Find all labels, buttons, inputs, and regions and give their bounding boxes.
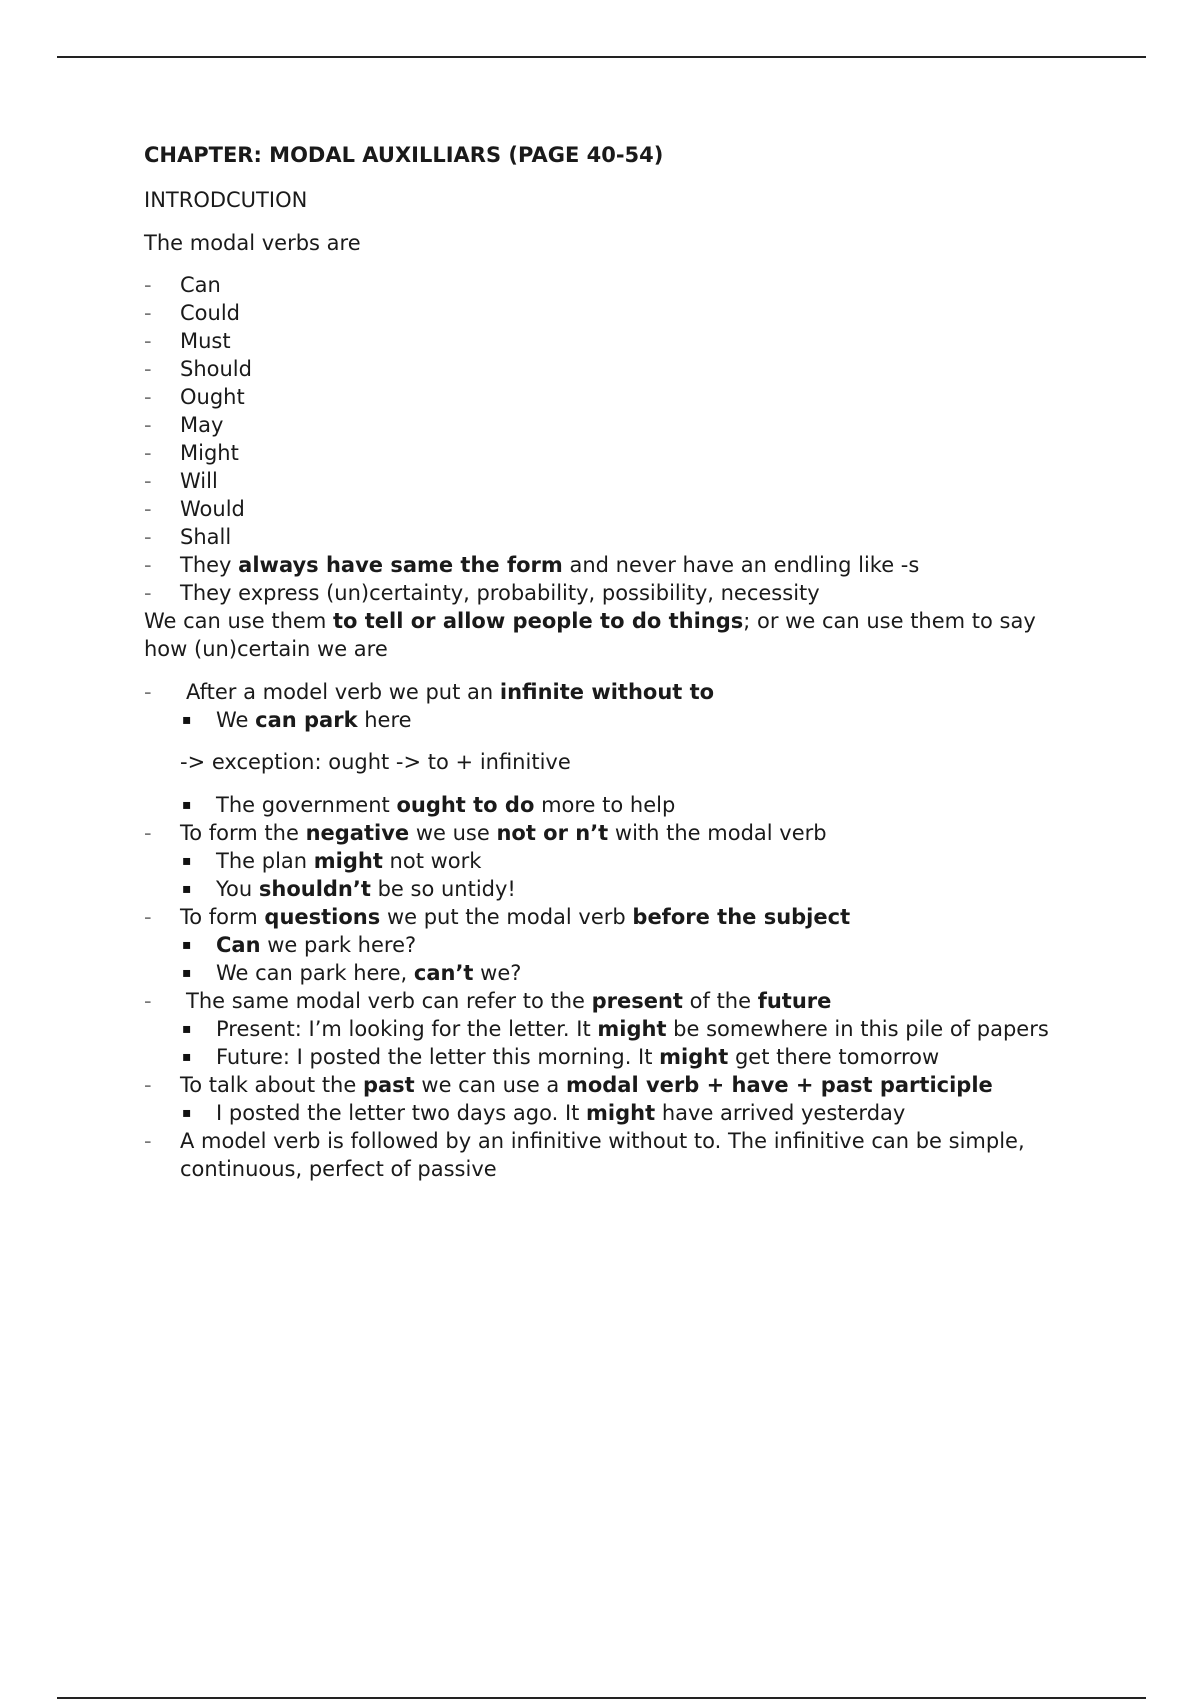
example-item (216, 1099, 1064, 1127)
bold-text: can park (255, 708, 358, 732)
feature-express: - They express (un)certainty, probability, possibility, necessity (144, 579, 1064, 607)
list-item: - Could (144, 299, 1064, 327)
chapter-title: CHAPTER: MODAL AUXILLIARS (PAGE 40-54) (144, 143, 664, 167)
bold-text: negative (305, 821, 410, 845)
bold-text: modal verb + have + past participle (565, 1073, 993, 1097)
text: and never have an endling like -s (562, 553, 920, 577)
modal-verb-list (144, 271, 1064, 551)
text: We can use them (144, 609, 333, 633)
bold-text: future (757, 989, 832, 1013)
text: with the modal verb (608, 821, 827, 845)
list-item: - Ought (144, 383, 1064, 411)
bold-text: ought to do (396, 793, 535, 817)
bold-text: might (659, 1045, 729, 1069)
bold-text: before the subject (632, 905, 851, 929)
bold-text: shouldn’t (258, 877, 371, 901)
text: To form the (180, 821, 306, 845)
header-rule (57, 56, 1146, 58)
list-item: - Will (144, 467, 1064, 495)
rule-heading (144, 819, 1064, 903)
lead-text: The modal verbs are (144, 231, 361, 255)
list-item: - May (144, 411, 1064, 439)
bold-text: past (362, 1073, 415, 1097)
bold-text: Can (216, 933, 261, 957)
text: we park here? (260, 933, 417, 957)
bold-text: always have same the form (238, 553, 563, 577)
text: The same modal verb can refer to the (186, 989, 592, 1013)
list-item: - Should (144, 355, 1064, 383)
features-list (144, 551, 1064, 607)
example-list (180, 1099, 1064, 1127)
bold-text: might (597, 1017, 667, 1041)
rule-heading (144, 903, 1064, 987)
list-item: - Must (144, 327, 1064, 355)
text: I posted the letter two days ago. It (216, 1101, 587, 1125)
example-list (180, 847, 1064, 903)
bold-text: questions (264, 905, 381, 929)
text: have arrived yesterday (655, 1101, 906, 1125)
example-item (216, 875, 1064, 903)
bold-text: to tell or allow people to do things (332, 609, 744, 633)
example-list (180, 791, 1064, 819)
text: Future: I posted the letter this morning. It (216, 1045, 660, 1069)
text: After a model verb we put an (186, 680, 500, 704)
text: You (216, 877, 259, 901)
intro-heading: INTRODCUTION (144, 188, 308, 212)
text: of the (682, 989, 758, 1013)
text: we use (409, 821, 497, 845)
rule-negative (144, 819, 1064, 903)
footer-rule (57, 1697, 1146, 1699)
example-item (216, 959, 1064, 987)
list-item: - Can (144, 271, 1064, 299)
bold-text: infinite without to (499, 680, 715, 704)
example-item (216, 791, 1064, 819)
text: ; or we can use them to say how (un)certain we are (144, 609, 1036, 661)
example-item (216, 1043, 1064, 1071)
list-item: - Might (144, 439, 1064, 467)
example-item (216, 706, 1064, 734)
text: we? (473, 961, 522, 985)
text: To talk about the (180, 1073, 363, 1097)
rule-heading (144, 678, 1064, 819)
text: Present: I’m looking for the letter. It (216, 1017, 598, 1041)
text: more to help (534, 793, 676, 817)
bold-text: might (313, 849, 383, 873)
text: we can use a (414, 1073, 566, 1097)
text: To form (180, 905, 265, 929)
example-item (216, 931, 1064, 959)
text: We (216, 708, 256, 732)
final-note: - A model verb is followed by an infinitive without to. The infinitive can be simple, continuous, perfect of passive (144, 1127, 1064, 1183)
text: be somewhere in this pile of papers (666, 1017, 1049, 1041)
rule-present-future (144, 987, 1064, 1071)
list-item: - Shall (144, 523, 1064, 551)
example-list (180, 1015, 1064, 1071)
rule-questions (144, 903, 1064, 987)
rule-infinitive (144, 678, 1064, 819)
usage-paragraph (144, 607, 1064, 663)
text: here (357, 708, 412, 732)
bold-text: not or n’t (496, 821, 609, 845)
example-item (216, 847, 1064, 875)
text: get there tomorrow (728, 1045, 940, 1069)
text: The plan (216, 849, 314, 873)
rule-heading (144, 1071, 1064, 1127)
exception-note: -> exception: ought -> to + infinitive (180, 750, 571, 774)
rule-past (144, 1071, 1064, 1127)
rule-heading (144, 987, 1064, 1071)
example-list (180, 931, 1064, 987)
text: not work (382, 849, 482, 873)
text: we put the modal verb (380, 905, 633, 929)
bold-text: might (586, 1101, 656, 1125)
list-item: - Would (144, 495, 1064, 523)
text: The government (216, 793, 397, 817)
text: be so untidy! (370, 877, 516, 901)
bold-text: present (591, 989, 683, 1013)
final-note-list (144, 1127, 1064, 1183)
text: We can park here, (216, 961, 414, 985)
bold-text: can’t (413, 961, 474, 985)
example-list (180, 706, 1064, 734)
example-item (216, 1015, 1064, 1043)
document-body (144, 141, 1064, 1183)
text: They (180, 553, 239, 577)
feature-form (144, 551, 1064, 579)
